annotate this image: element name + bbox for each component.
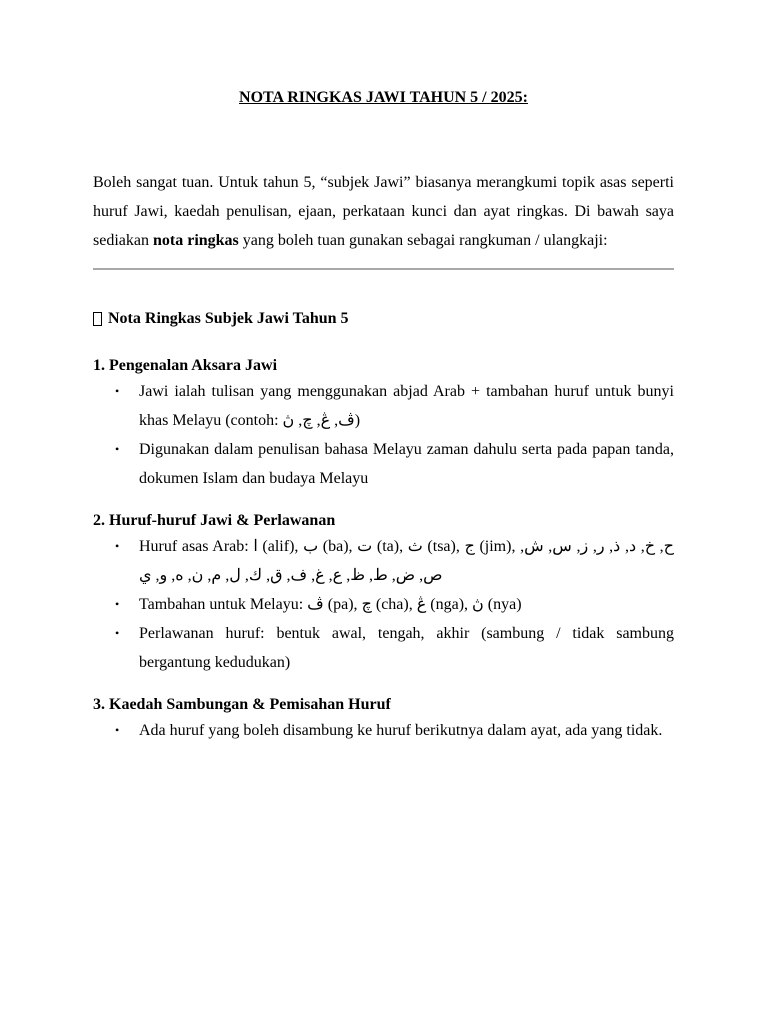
list-item-text: Jawi ialah tulisan yang menggunakan abjad Arab + tambahan huruf untuk bunyi khas Melayu (contoh: bbox=[139, 383, 674, 429]
intro-paragraph bbox=[93, 168, 674, 255]
section-2-list bbox=[93, 532, 674, 677]
list-item: • Ada huruf yang boleh disambung ke huruf berikutnya dalam ayat, ada yang tidak. bbox=[139, 716, 674, 745]
section-heading-2: 2. Huruf-huruf Jawi & Perlawanan bbox=[93, 512, 336, 529]
list-item bbox=[139, 377, 674, 435]
horizontal-rule bbox=[93, 268, 674, 270]
arabic-letters: ڤ, ڠ, چ, ڽ bbox=[282, 412, 355, 429]
section-1-list bbox=[93, 377, 674, 493]
list-item-text: Huruf asas Arab: ا (alif), ب (ba), ت (ta), ث (tsa), ج (jim), bbox=[139, 538, 521, 555]
main-heading bbox=[93, 308, 674, 330]
intro-bold-text: nota ringkas bbox=[152, 232, 239, 249]
intro-text-before: Boleh sangat tuan. Untuk tahun 5, “subjek Jawi” biasanya merangkumi topik asas seperti huruf Jawi, kaedah penulisan, ejaan, perkataan kunci dan ayat ringkas. Di bawah saya sediakan bbox=[93, 174, 674, 249]
list-item-text-end: ) bbox=[354, 412, 361, 429]
box-icon bbox=[93, 312, 102, 326]
document-title: NOTA RINGKAS JAWI TAHUN 5 / 2025: bbox=[239, 89, 528, 106]
section-3-list bbox=[93, 716, 674, 745]
list-item: • Tambahan untuk Melayu: ڤ (pa), چ (cha), ڠ (nga), ڽ (nya) bbox=[139, 590, 674, 619]
section-heading-1: 1. Pengenalan Aksara Jawi bbox=[93, 357, 278, 374]
list-item: • Digunakan dalam penulisan bahasa Melayu zaman dahulu serta pada papan tanda, dokumen Islam dan budaya Melayu bbox=[139, 435, 674, 493]
list-item: • Perlawanan huruf: bentuk awal, tengah, akhir (sambung / tidak sambung bergantung kedudukan) bbox=[139, 619, 674, 677]
intro-text-after: yang boleh tuan gunakan sebagai rangkuman / ulangkaji: bbox=[238, 232, 608, 249]
list-item bbox=[139, 532, 674, 590]
main-heading-text: Nota Ringkas Subjek Jawi Tahun 5 bbox=[108, 310, 349, 327]
section-heading-3: 3. Kaedah Sambungan & Pemisahan Huruf bbox=[93, 696, 391, 713]
arabic-letters: ح, خ, د, ذ, ر, ز, س, ش, ص, ض, ط, ظ, ع, غ, ف, ق, ك, ل, م, ن, ه, و, ي bbox=[139, 538, 675, 584]
